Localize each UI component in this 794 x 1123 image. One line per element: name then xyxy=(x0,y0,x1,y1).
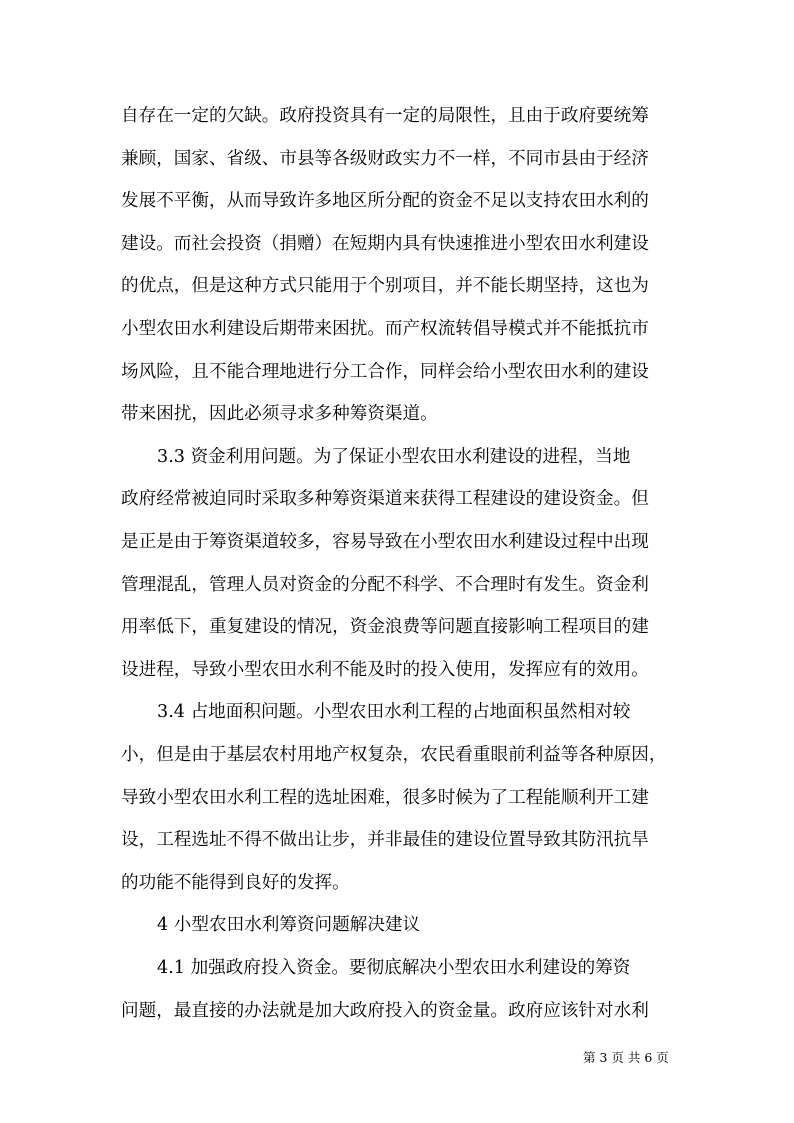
text-line: 场风险，且不能合理地进行分工合作，同样会给小型农田水利的建设 xyxy=(121,361,649,382)
text-line: 设，工程选址不得不做出让步，并非最佳的建设位置导致其防汛抗旱 xyxy=(121,830,649,851)
text-line: 小型农田水利建设后期带来困扰。而产权流转倡导模式并不能抵抗市 xyxy=(121,319,649,339)
text-line: 发展不平衡，从而导致许多地区所分配的资金不足以支持农田水利的 xyxy=(121,191,649,212)
text-line: 兼顾，国家、省级、市县等各级财政实力不一样，不同市县由于经济 xyxy=(121,148,649,169)
text-line: 小，但是由于基层农村用地产权复杂，农民看重眼前利益等各种原因， xyxy=(121,745,667,765)
text-line: 的功能不能得到良好的发挥。 xyxy=(121,872,350,893)
text-line: 是正是由于筹资渠道较多，容易导致在小型农田水利建设过程中出现 xyxy=(121,532,649,552)
text-line: 用率低下，重复建设的情况，资金浪费等问题直接影响工程项目的建 xyxy=(121,617,649,638)
text-line: 3.3 资金利用问题。为了保证小型农田水利建设的进程，当地 xyxy=(157,446,631,467)
text-line: 4.1 加强政府投入资金。要彻底解决小型农田水利建设的筹资 xyxy=(157,958,631,978)
text-line: 问题，最直接的办法就是加大政府投入的资金量。政府应该针对水利 xyxy=(121,1000,649,1021)
text-line: 管理混乱，管理人员对资金的分配不科学、不合理时有发生。资金利 xyxy=(121,574,649,595)
text-line: 自存在一定的欠缺。政府投资具有一定的局限性，且由于政府要统筹 xyxy=(121,106,649,126)
text-line: 的优点，但是这种方式只能用于个别项目，并不能长期坚持，这也为 xyxy=(121,276,649,297)
text-line: 带来困扰，因此必须寻求多种筹资渠道。 xyxy=(121,404,438,425)
section-heading: 4 小型农田水利筹资问题解决建议 xyxy=(157,915,421,936)
text-line: 建设。而社会投资（捐赠）在短期内具有快速推进小型农田水利建设 xyxy=(121,233,649,254)
page-number-footer: 第 3 页 共 6 页 xyxy=(583,1050,669,1065)
text-line: 政府经常被迫同时采取多种筹资渠道来获得工程建设的建设资金。但 xyxy=(121,489,649,510)
text-line: 设进程，导致小型农田水利不能及时的投入使用，发挥应有的效用。 xyxy=(121,659,649,680)
text-line: 导致小型农田水利工程的选址困难，很多时候为了工程能顺利开工建 xyxy=(121,787,649,808)
text-line: 3.4 占地面积问题。小型农田水利工程的占地面积虽然相对较 xyxy=(157,702,631,723)
